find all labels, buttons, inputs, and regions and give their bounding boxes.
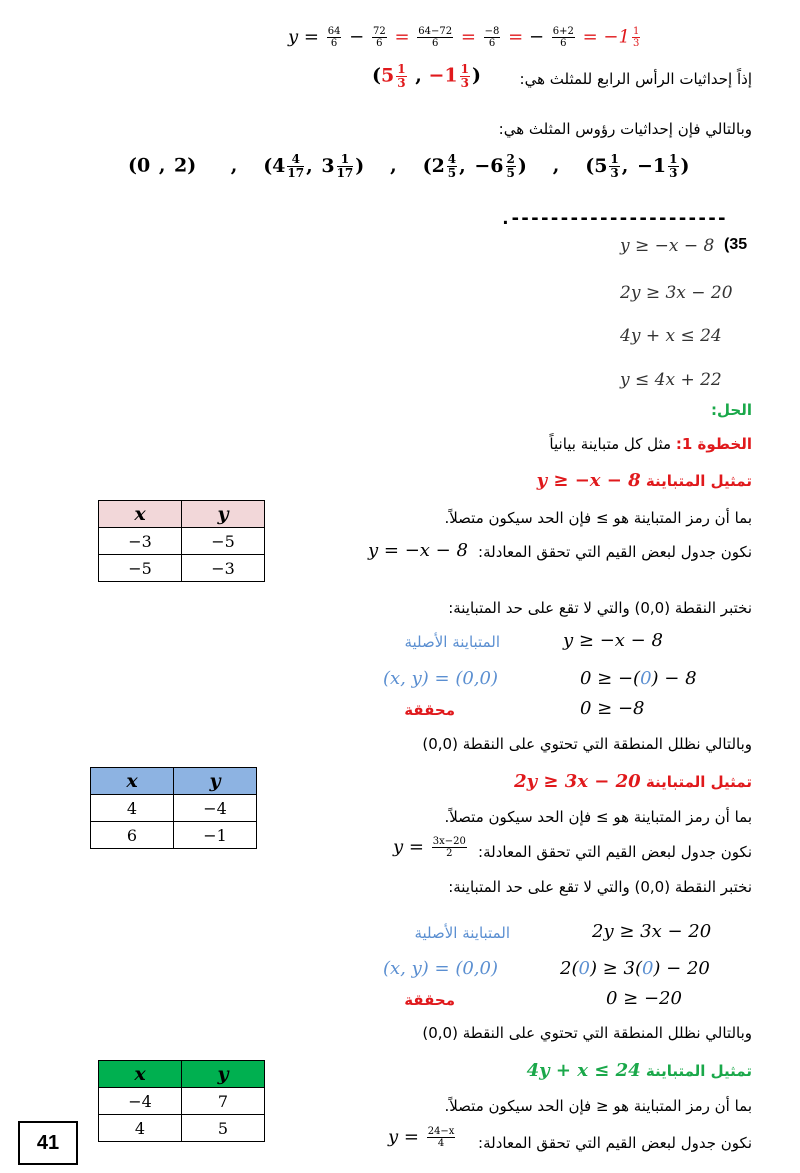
ineq3-title: تمثيل المتباينة 4y + x ≤ 24 <box>526 1060 752 1081</box>
ineq1-point: (x, y) = (0,0) <box>383 668 499 689</box>
ineq1-original-label: المتباينة الأصلية <box>404 633 500 651</box>
ineq2-original: 2y ≥ 3x − 20 <box>592 921 712 942</box>
vertices-list: (0 , 2) , (4 $\frac{4}{17}$ , 3 $\frac{1}{17}$ ) , (2 $\frac{4}{5}$ , −6 $\frac{2}{5}$ ) , (5 $\frac{1}{3}$ , −1 $\frac{1}{3}$ ) <box>128 152 690 180</box>
vertex-b: (4 $\frac{4}{17}$ , 3 $\frac{1}{17}$ ) <box>263 152 365 180</box>
page-number: 41 <box>18 1121 78 1165</box>
table-header: x <box>99 1061 182 1088</box>
section-separator: .---------------------- <box>500 208 727 229</box>
ineq2-equation: y = $\frac{3x-20}{2}$ <box>393 836 466 859</box>
ineq3-solid-text: بما أن رمز المتباينة هو ≤ فإن الحد سيكون متصلاً. <box>444 1097 752 1115</box>
ineq1-title: تمثيل المتباينة y ≥ −x − 8 <box>536 470 752 491</box>
fourth-vertex-coords: (5 $\frac{1}{3}$ , −1 $\frac{1}{3}$ ) <box>372 62 481 90</box>
ineq2-test-text: نختبر النقطة (0,0) والتي لا تقع على حد المتباينة: <box>448 878 752 896</box>
ineq1-substitution: 0 ≥ −(0) − 8 <box>580 668 697 689</box>
ineq1-verified: محققة <box>404 701 455 719</box>
problem-number: (35 <box>724 236 748 253</box>
ineq2-verified: محققة <box>404 991 455 1009</box>
ineq2-original-label: المتباينة الأصلية <box>414 924 510 942</box>
table-row: −3 −5 <box>99 528 265 555</box>
ineq2-substitution: 2(0) ≥ 3(0) − 20 <box>560 958 710 979</box>
table-header: y <box>182 1061 265 1088</box>
ineq2-table-text: نكون جدول لبعض القيم التي تحقق المعادلة: <box>478 843 752 861</box>
inequality-2: 2y ≥ 3x − 20 <box>620 283 733 303</box>
table-header: x <box>99 501 182 528</box>
ineq2-point: (x, y) = (0,0) <box>383 958 499 979</box>
table-row: −5 −3 <box>99 555 265 582</box>
fourth-vertex-text: إذاً إحداثيات الرأس الرابع للمثلث هي: <box>519 70 752 88</box>
vertex-a: (0 , 2) <box>128 154 197 177</box>
ineq1-test-text: نختبر النقطة (0,0) والتي لا تقع على حد المتباينة: <box>448 599 752 617</box>
solution-label: الحل: <box>711 401 752 419</box>
table-row: 4 5 <box>99 1115 265 1142</box>
inequality-1: y ≥ −x − 8 <box>620 236 715 256</box>
ineq1-solid-text: بما أن رمز المتباينة هو ≥ فإن الحد سيكون متصلاً. <box>444 509 752 527</box>
ineq1-original: y ≥ −x − 8 <box>563 630 663 651</box>
inequality-4: y ≤ 4x + 22 <box>620 370 722 390</box>
ineq2-solid-text: بما أن رمز المتباينة هو ≥ فإن الحد سيكون متصلاً. <box>444 808 752 826</box>
step1: الخطوة 1: مثل كل متباينة بيانياً <box>549 435 752 453</box>
table-header: x <box>91 768 174 795</box>
table-header: y <box>174 768 257 795</box>
ineq3-equation: y = $\frac{24-x}{4}$ <box>388 1126 455 1149</box>
vertices-text: وبالتالي فإن إحداثيات رؤوس المثلث هي: <box>498 120 752 138</box>
ineq1-table-text: نكون جدول لبعض القيم التي تحقق المعادلة: <box>478 543 752 561</box>
ineq2-result: 0 ≥ −20 <box>606 988 682 1009</box>
vertex-c: (2 $\frac{4}{5}$ , −6 $\frac{2}{5}$ ) <box>422 152 527 180</box>
ineq2-values-table <box>90 767 257 849</box>
ineq2-shade-text: وبالتالي نظلل المنطقة التي تحتوي على النقطة (0,0) <box>422 1024 752 1042</box>
ineq1-equation: y = −x − 8 <box>368 540 468 561</box>
vertex-d: (5 $\frac{1}{3}$ , −1 $\frac{1}{3}$ ) <box>585 152 690 180</box>
inequality-3: 4y + x ≤ 24 <box>620 326 722 346</box>
table-row: −4 7 <box>99 1088 265 1115</box>
table-header: y <box>182 501 265 528</box>
ineq2-title: تمثيل المتباينة 2y ≥ 3x − 20 <box>514 771 752 792</box>
table-row: 6 −1 <box>91 822 257 849</box>
ineq3-table-text: نكون جدول لبعض القيم التي تحقق المعادلة: <box>478 1134 752 1152</box>
ineq1-values-table <box>98 500 265 582</box>
y-calculation: y = $\frac{64}{6}$ − $\frac{72}{6}$ = $\frac{64-72}{6}$ = $\frac{-8}{6}$ = − $\frac{6+2}{6}$ = −1 $\frac{1}{3}$ <box>288 26 640 49</box>
ineq1-shade-text: وبالتالي نظلل المنطقة التي تحتوي على النقطة (0,0) <box>422 735 752 753</box>
table-row: 4 −4 <box>91 795 257 822</box>
ineq3-values-table <box>98 1060 265 1142</box>
ineq1-result: 0 ≥ −8 <box>580 698 645 719</box>
